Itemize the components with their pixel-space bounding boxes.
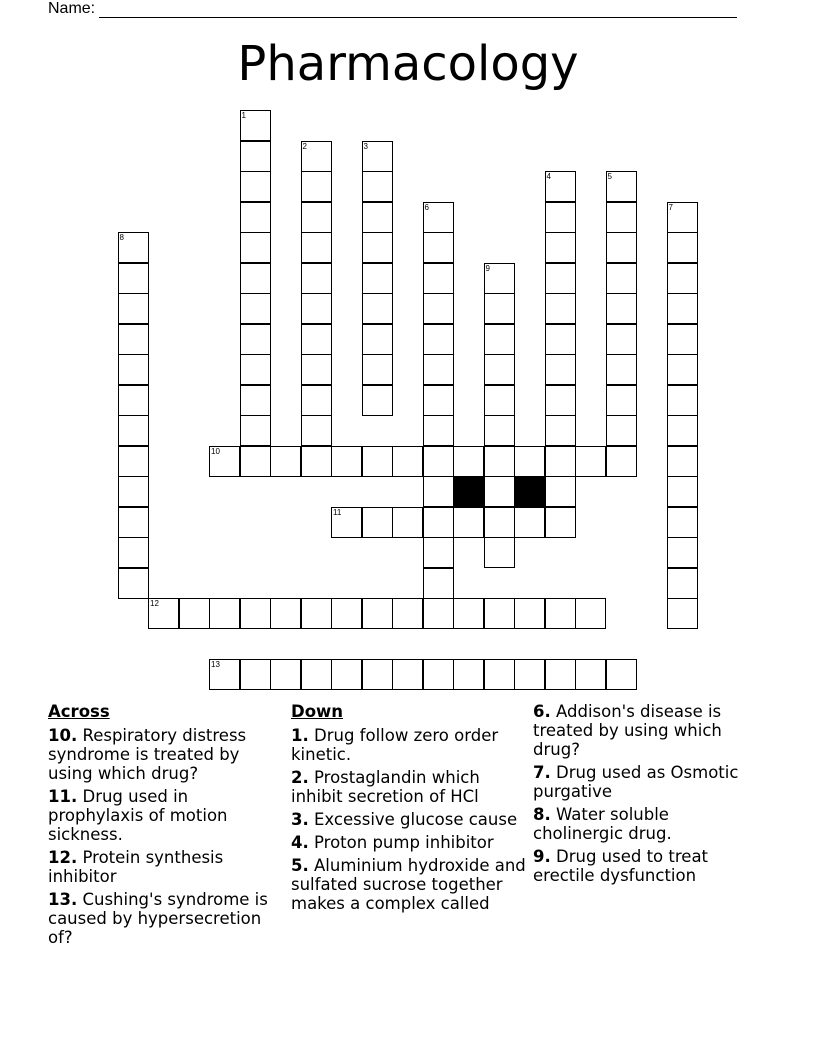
- answer-cell[interactable]: [270, 598, 301, 629]
- clue-item: [48, 848, 278, 886]
- answer-cell[interactable]: [240, 385, 271, 416]
- clue-text: Addison's disease is treated by using which drug?: [533, 702, 722, 759]
- answer-cell[interactable]: [575, 659, 606, 690]
- answer-cell[interactable]: [270, 446, 301, 477]
- answer-cell[interactable]: [667, 202, 698, 233]
- clue-text: Drug follow zero order kinetic.: [291, 726, 499, 764]
- clue-number-label: 2: [302, 141, 307, 151]
- answer-cell[interactable]: [148, 598, 179, 629]
- clue-number: 11.: [48, 787, 78, 806]
- answer-cell[interactable]: [118, 232, 149, 263]
- across-clues: [48, 702, 278, 951]
- answer-cell[interactable]: [484, 385, 515, 416]
- answer-cell[interactable]: [514, 507, 545, 538]
- answer-cell[interactable]: [392, 598, 423, 629]
- answer-cell[interactable]: [667, 293, 698, 324]
- answer-cell[interactable]: [423, 202, 454, 233]
- answer-cell[interactable]: [240, 354, 271, 385]
- answer-cell[interactable]: [423, 476, 454, 507]
- clue-number: 2.: [291, 768, 309, 787]
- answer-cell[interactable]: [423, 385, 454, 416]
- clue-text: Protein synthesis inhibitor: [48, 848, 224, 886]
- answer-cell[interactable]: [484, 324, 515, 355]
- answer-cell[interactable]: [362, 263, 393, 294]
- clue-number-label: 6: [424, 202, 429, 212]
- answer-cell[interactable]: [606, 659, 637, 690]
- answer-cell[interactable]: [240, 659, 271, 690]
- answer-cell[interactable]: [606, 232, 637, 263]
- answer-cell[interactable]: [118, 293, 149, 324]
- answer-cell[interactable]: [545, 507, 576, 538]
- black-square: [514, 476, 545, 507]
- answer-cell[interactable]: [667, 415, 698, 446]
- answer-cell[interactable]: [423, 537, 454, 568]
- answer-cell[interactable]: [362, 659, 393, 690]
- clue-item: [291, 833, 526, 852]
- answer-cell[interactable]: [575, 446, 606, 477]
- answer-cell[interactable]: [514, 598, 545, 629]
- answer-cell[interactable]: [362, 324, 393, 355]
- answer-cell[interactable]: [423, 568, 454, 599]
- clue-number: 6.: [533, 702, 551, 721]
- answer-cell[interactable]: [362, 446, 393, 477]
- clue-text: Prostaglandin which inhibit secretion of HCl: [291, 768, 480, 806]
- answer-cell[interactable]: [423, 598, 454, 629]
- answer-cell[interactable]: [362, 385, 393, 416]
- answer-cell[interactable]: [545, 354, 576, 385]
- clue-number-label: 13: [211, 660, 220, 669]
- answer-cell[interactable]: [667, 354, 698, 385]
- clue-text: Cushing's syndrome is caused by hypersecretion of?: [48, 890, 268, 947]
- clue-item: [533, 805, 758, 843]
- clue-item: [291, 856, 526, 913]
- answer-cell[interactable]: [118, 446, 149, 477]
- answer-cell[interactable]: [118, 537, 149, 568]
- answer-cell[interactable]: [545, 232, 576, 263]
- clue-number-label: 5: [607, 172, 612, 181]
- clue-number-label: 11: [333, 507, 342, 517]
- answer-cell[interactable]: [362, 141, 393, 172]
- answer-cell[interactable]: [667, 232, 698, 263]
- answer-cell[interactable]: [301, 232, 332, 263]
- answer-cell[interactable]: [331, 507, 362, 538]
- answer-cell[interactable]: [240, 598, 271, 629]
- answer-cell[interactable]: [484, 476, 515, 507]
- answer-cell[interactable]: [484, 293, 515, 324]
- clue-text: Drug used to treat erectile dysfunction: [533, 847, 709, 885]
- clue-number: 7.: [533, 763, 551, 782]
- clue-number: 8.: [533, 805, 551, 824]
- clue-number: 9.: [533, 847, 551, 866]
- clue-number: 4.: [291, 833, 309, 852]
- clue-text: Water soluble cholinergic drug.: [533, 805, 672, 843]
- answer-cell[interactable]: [118, 568, 149, 599]
- clue-number-label: 4: [546, 172, 551, 181]
- answer-cell[interactable]: [484, 446, 515, 477]
- answer-cell[interactable]: [667, 263, 698, 294]
- answer-cell[interactable]: [667, 476, 698, 507]
- answer-cell[interactable]: [484, 354, 515, 385]
- down-heading: Down: [291, 702, 344, 721]
- answer-cell[interactable]: [606, 385, 637, 416]
- answer-cell[interactable]: [301, 324, 332, 355]
- clue-item: [533, 702, 758, 759]
- answer-cell[interactable]: [423, 324, 454, 355]
- clue-text: Aluminium hydroxide and sulfated sucrose together makes a complex called: [291, 856, 526, 913]
- answer-cell[interactable]: [606, 354, 637, 385]
- answer-cell[interactable]: [301, 385, 332, 416]
- answer-cell[interactable]: [484, 507, 515, 538]
- answer-cell[interactable]: [270, 659, 301, 690]
- down-clues-continued: [533, 702, 758, 889]
- clue-item: [291, 726, 526, 764]
- answer-cell[interactable]: [423, 232, 454, 263]
- answer-cell[interactable]: [545, 446, 576, 477]
- answer-cell[interactable]: [301, 293, 332, 324]
- answer-cell[interactable]: [667, 537, 698, 568]
- page-title: Pharmacology: [237, 36, 579, 92]
- answer-cell[interactable]: [514, 446, 545, 477]
- answer-cell[interactable]: [484, 537, 515, 568]
- answer-cell[interactable]: [392, 659, 423, 690]
- answer-cell[interactable]: [240, 110, 271, 141]
- answer-cell[interactable]: [423, 354, 454, 385]
- answer-cell[interactable]: [545, 476, 576, 507]
- answer-cell[interactable]: [118, 354, 149, 385]
- answer-cell[interactable]: [453, 598, 484, 629]
- clue-number: 1.: [291, 726, 309, 745]
- clue-item: [533, 847, 758, 885]
- clue-number: 12.: [48, 848, 78, 867]
- answer-cell[interactable]: [575, 598, 606, 629]
- answer-cell[interactable]: [301, 263, 332, 294]
- answer-cell[interactable]: [392, 507, 423, 538]
- answer-cell[interactable]: [240, 446, 271, 477]
- answer-cell[interactable]: [301, 202, 332, 233]
- clue-number-label: 9: [485, 263, 490, 273]
- clue-item: [48, 787, 278, 844]
- answer-cell[interactable]: [667, 446, 698, 477]
- answer-cell[interactable]: [209, 446, 240, 477]
- answer-cell[interactable]: [118, 324, 149, 355]
- answer-cell[interactable]: [118, 476, 149, 507]
- answer-cell[interactable]: [423, 659, 454, 690]
- answer-cell[interactable]: [301, 141, 332, 172]
- answer-cell[interactable]: [667, 324, 698, 355]
- clue-number-label: 8: [119, 233, 124, 242]
- answer-cell[interactable]: [331, 598, 362, 629]
- answer-cell[interactable]: [423, 507, 454, 538]
- answer-cell[interactable]: [240, 263, 271, 294]
- clue-number: 3.: [291, 810, 309, 829]
- answer-cell[interactable]: [301, 354, 332, 385]
- answer-cell[interactable]: [240, 171, 271, 202]
- clue-item: [48, 890, 278, 947]
- clue-text: Proton pump inhibitor: [314, 833, 494, 852]
- answer-cell[interactable]: [606, 293, 637, 324]
- clue-number-label: 3: [363, 141, 368, 151]
- answer-cell[interactable]: [362, 507, 393, 538]
- down-clues: [291, 702, 526, 917]
- answer-cell[interactable]: [240, 293, 271, 324]
- answer-cell[interactable]: [362, 171, 393, 202]
- answer-cell[interactable]: [240, 232, 271, 263]
- answer-cell[interactable]: [240, 324, 271, 355]
- answer-cell[interactable]: [301, 171, 332, 202]
- answer-cell[interactable]: [667, 385, 698, 416]
- answer-cell[interactable]: [545, 171, 576, 202]
- answer-cell[interactable]: [179, 598, 210, 629]
- answer-cell[interactable]: [606, 446, 637, 477]
- clue-text: Drug used in prophylaxis of motion sickness.: [48, 787, 228, 844]
- answer-cell[interactable]: [392, 446, 423, 477]
- answer-cell[interactable]: [423, 263, 454, 294]
- answer-cell[interactable]: [667, 598, 698, 629]
- answer-cell[interactable]: [514, 659, 545, 690]
- answer-cell[interactable]: [362, 598, 393, 629]
- answer-cell[interactable]: [362, 293, 393, 324]
- answer-cell[interactable]: [545, 598, 576, 629]
- answer-cell[interactable]: [545, 324, 576, 355]
- answer-cell[interactable]: [118, 385, 149, 416]
- answer-cell[interactable]: [545, 202, 576, 233]
- answer-cell[interactable]: [484, 598, 515, 629]
- name-label: Name:: [48, 0, 96, 17]
- answer-cell[interactable]: [484, 415, 515, 446]
- answer-cell[interactable]: [240, 202, 271, 233]
- answer-cell[interactable]: [453, 507, 484, 538]
- black-square: [453, 476, 484, 507]
- clue-number: 10.: [48, 726, 78, 745]
- answer-cell[interactable]: [301, 659, 332, 690]
- clue-number: 13.: [48, 890, 78, 909]
- answer-cell[interactable]: [484, 659, 515, 690]
- answer-cell[interactable]: [118, 507, 149, 538]
- answer-cell[interactable]: [423, 415, 454, 446]
- answer-cell[interactable]: [331, 659, 362, 690]
- answer-cell[interactable]: [362, 232, 393, 263]
- answer-cell[interactable]: [301, 446, 332, 477]
- answer-cell[interactable]: [301, 415, 332, 446]
- clue-item: [48, 726, 278, 783]
- answer-cell[interactable]: [545, 659, 576, 690]
- clue-text: Drug used as Osmotic purgative: [533, 763, 739, 801]
- answer-cell[interactable]: [301, 598, 332, 629]
- answer-cell[interactable]: [484, 263, 515, 294]
- answer-cell[interactable]: [240, 415, 271, 446]
- answer-cell[interactable]: [453, 659, 484, 690]
- clue-item: [291, 810, 526, 829]
- answer-cell[interactable]: [606, 171, 637, 202]
- answer-cell[interactable]: [667, 568, 698, 599]
- answer-cell[interactable]: [331, 446, 362, 477]
- answer-cell[interactable]: [545, 415, 576, 446]
- answer-cell[interactable]: [545, 263, 576, 294]
- clue-text: Respiratory distress syndrome is treated by using which drug?: [48, 726, 247, 783]
- answer-cell[interactable]: [606, 263, 637, 294]
- answer-cell[interactable]: [545, 385, 576, 416]
- answer-cell[interactable]: [667, 507, 698, 538]
- answer-cell[interactable]: [453, 446, 484, 477]
- answer-cell[interactable]: [423, 446, 454, 477]
- clue-number-label: 10: [211, 446, 220, 456]
- answer-cell[interactable]: [209, 659, 240, 690]
- answer-cell[interactable]: [209, 598, 240, 629]
- answer-cell[interactable]: [240, 141, 271, 172]
- answer-cell[interactable]: [362, 354, 393, 385]
- answer-cell[interactable]: [118, 415, 149, 446]
- answer-cell[interactable]: [362, 202, 393, 233]
- clue-number: 5.: [291, 856, 309, 875]
- clue-item: [291, 768, 526, 806]
- clue-number-label: 12: [150, 599, 159, 608]
- clue-number-label: 7: [668, 202, 673, 212]
- clue-item: [533, 763, 758, 801]
- across-heading: Across: [48, 702, 110, 721]
- answer-cell[interactable]: [118, 263, 149, 294]
- answer-cell[interactable]: [606, 324, 637, 355]
- answer-cell[interactable]: [606, 415, 637, 446]
- answer-cell[interactable]: [606, 202, 637, 233]
- answer-cell[interactable]: [545, 293, 576, 324]
- answer-cell[interactable]: [423, 293, 454, 324]
- clue-number-label: 1: [241, 111, 246, 120]
- clue-text: Excessive glucose cause: [314, 810, 518, 829]
